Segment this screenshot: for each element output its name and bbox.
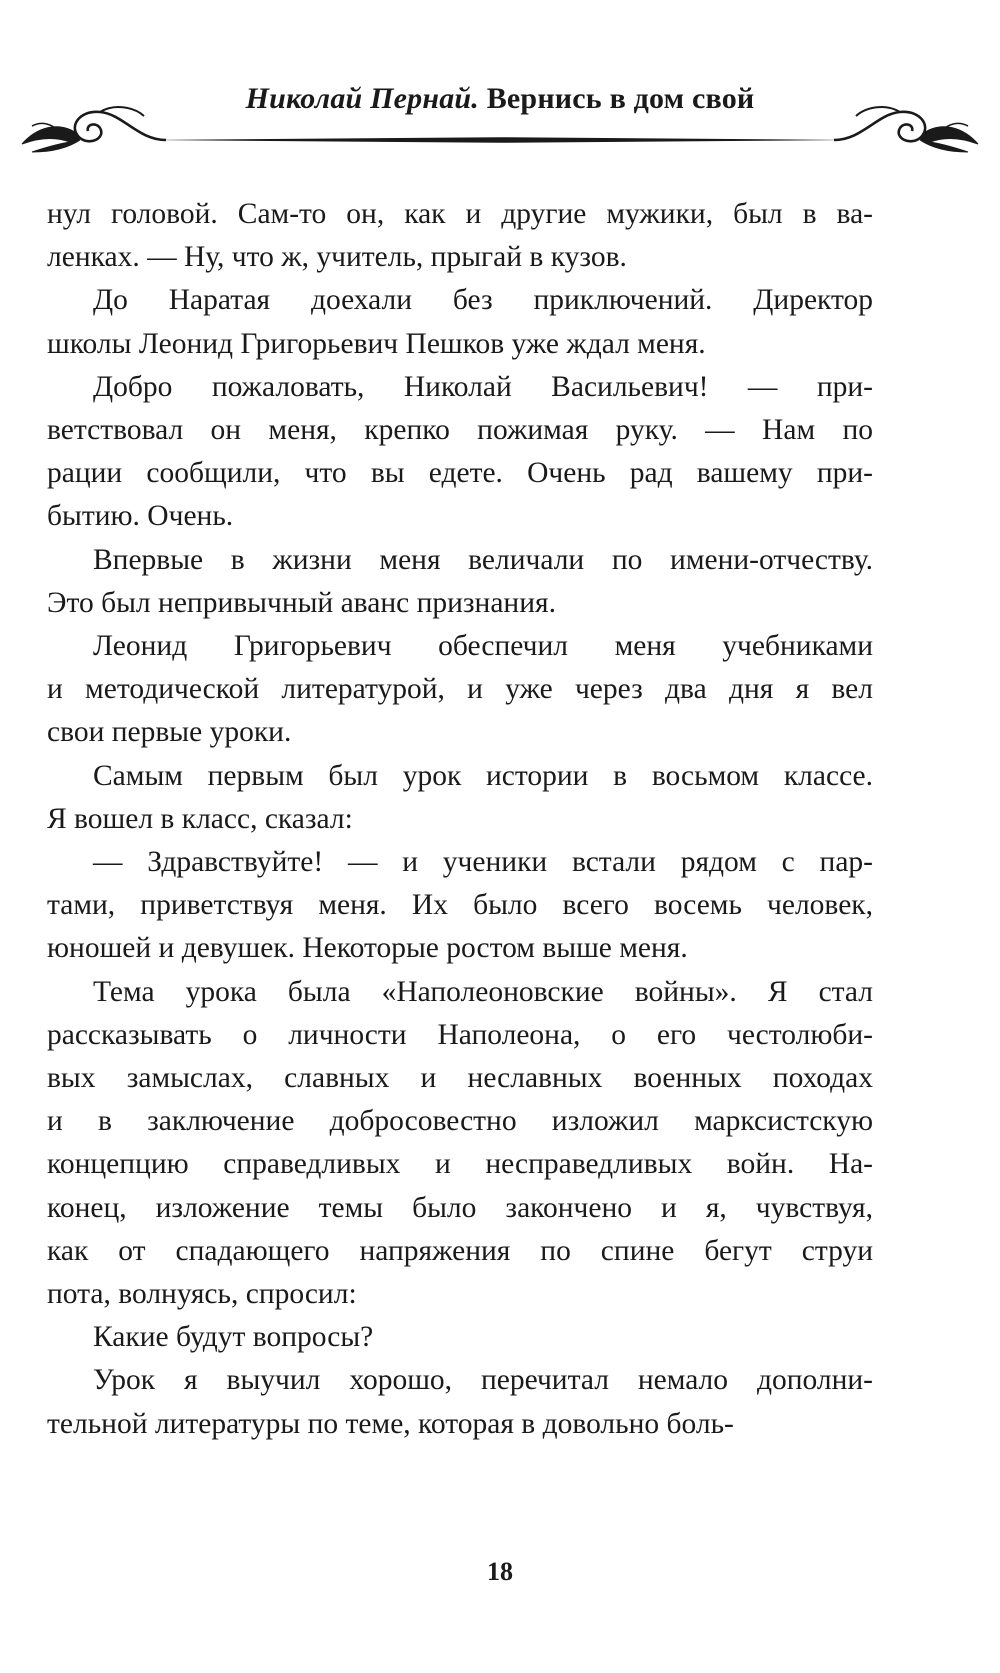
paragraph — [47, 539, 873, 625]
paragraph — [47, 971, 873, 1317]
text-line: тами, приветствуя меня. Их было всего восемь человек, — [47, 889, 873, 922]
text-line: Какие будут вопросы? — [93, 1321, 374, 1354]
text-line: школы Леонид Григорьевич Пешков уже ждал меня. — [47, 327, 706, 360]
text-line: вых замыслах, славных и неславных военных походах — [47, 1062, 873, 1095]
text-line: До Наратая доехали без приключений. Директор — [93, 284, 873, 317]
paragraph — [47, 366, 873, 539]
text-line: Впервые в жизни меня величали по имени-отчеству. — [93, 543, 873, 576]
text-line: и в заключение добросовестно изложил марксистскую — [47, 1105, 873, 1138]
running-header — [0, 70, 1000, 160]
paragraph — [47, 755, 873, 841]
running-title-author: Николай Пернай. — [245, 82, 479, 115]
body-text — [47, 193, 873, 1446]
text-line: Леонид Григорьевич обеспечил меня учебниками — [93, 630, 873, 663]
text-line: Урок я выучил хорошо, перечитал немало дополни- — [93, 1364, 873, 1397]
text-line: ветствовал он меня, крепко пожимая руку. — Нам по — [47, 414, 873, 447]
running-title-book: Вернись в дом свой — [486, 82, 755, 115]
text-line: рации сообщили, что вы едете. Очень рад вашему при- — [47, 457, 873, 490]
text-line: бытию. Очень. — [47, 500, 234, 533]
header-rule — [150, 136, 850, 144]
paragraph — [47, 625, 873, 755]
text-line: нул головой. Сам-то он, как и другие мужики, был в ва- — [47, 198, 873, 230]
paragraph — [47, 193, 873, 279]
page-number: 18 — [487, 1557, 513, 1586]
text-line: Самым первым был урок истории в восьмом классе. — [93, 759, 873, 792]
text-line: Добро пожаловать, Николай Васильевич! — при- — [93, 370, 873, 403]
text-line: свои первые уроки. — [47, 716, 292, 749]
text-line: пота, волнуясь, спросил: — [47, 1278, 357, 1311]
text-line: концепцию справедливых и несправедливых войн. На- — [47, 1148, 873, 1181]
paragraph — [47, 279, 873, 365]
text-line: рассказывать о личности Наполеона, о его честолюби- — [47, 1018, 873, 1051]
paragraph — [47, 1359, 873, 1445]
text-line: Тема урока была «Наполеоновские войны». Я стал — [93, 975, 873, 1008]
text-line: ленках. — Ну, что ж, учитель, прыгай в кузов. — [47, 241, 627, 274]
flourish-ornament-right-icon — [832, 94, 982, 154]
text-line: как от спадающего напряжения по спине бегут струи — [47, 1234, 873, 1267]
text-line: юношей и девушек. Некоторые ростом выше меня. — [47, 932, 688, 965]
text-line: Это был непривычный аванс признания. — [47, 586, 556, 619]
text-line: конец, изложение темы было закончено и я, чувствуя, — [47, 1191, 873, 1224]
paragraph — [47, 841, 873, 971]
text-line: и методической литературой, и уже через два дня я вел — [47, 673, 873, 706]
text-line: — Здравствуйте! — и ученики встали рядом с пар- — [93, 846, 873, 879]
paragraph — [47, 1316, 873, 1359]
text-line: тельной литературы по теме, которая в довольно боль- — [47, 1407, 734, 1440]
text-line: Я вошел в класс, сказал: — [47, 802, 353, 835]
